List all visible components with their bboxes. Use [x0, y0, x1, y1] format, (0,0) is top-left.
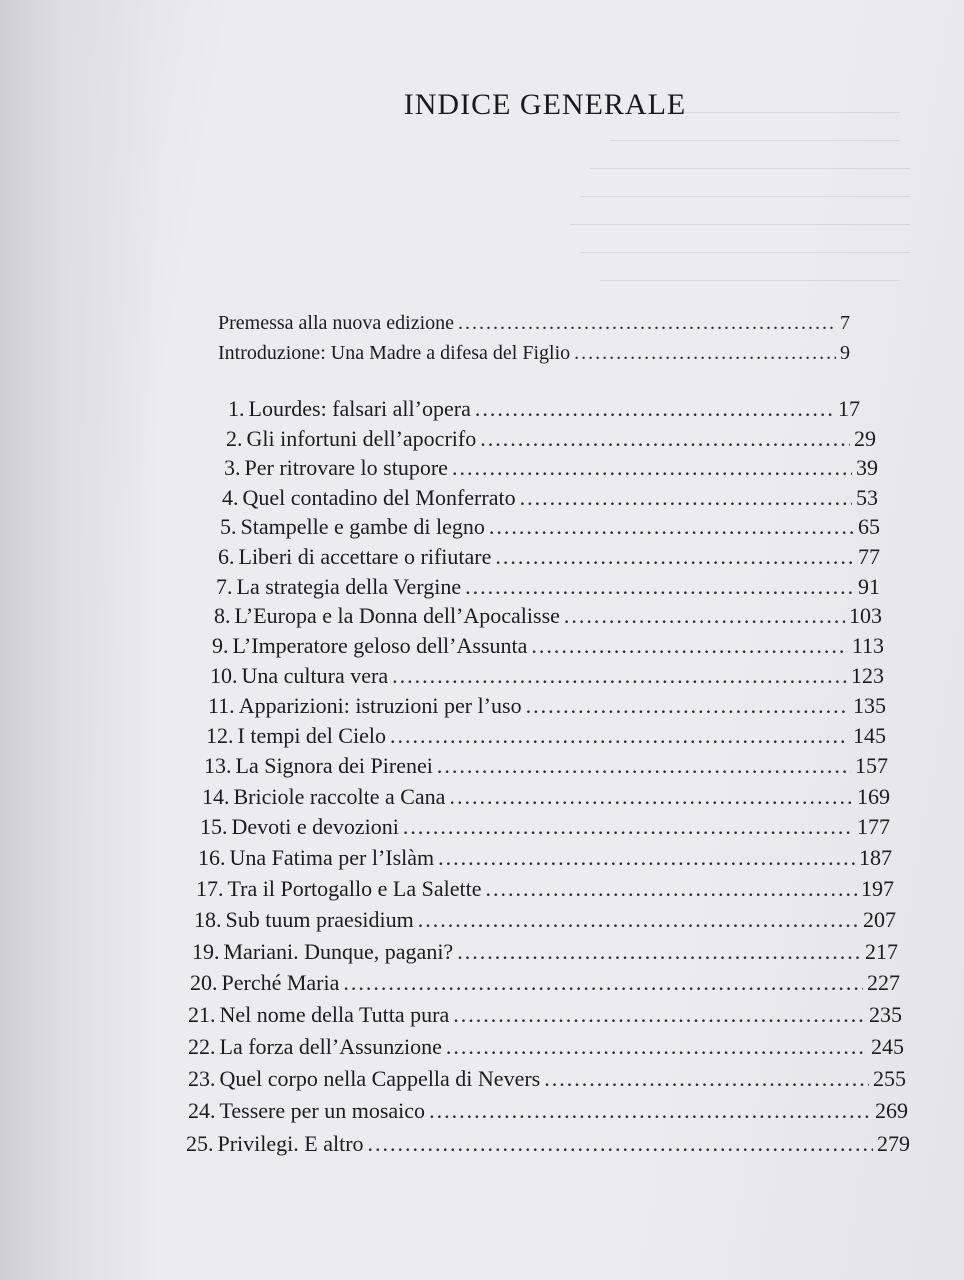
chapter-number: 11. [208, 693, 235, 718]
toc-chapter [190, 970, 900, 996]
dot-leader [418, 907, 859, 933]
chapter-number: 3. [224, 455, 241, 480]
toc-chapter [218, 544, 880, 570]
chapter-page: 245 [871, 1034, 904, 1059]
chapter-number: 9. [212, 633, 229, 658]
chapter-page: 39 [856, 455, 878, 480]
chapter-number: 25. [186, 1131, 214, 1156]
chapter-title: Devoti e devozioni [231, 814, 399, 839]
chapter-number: 20. [190, 970, 218, 995]
toc-chapter [198, 845, 892, 871]
chapter-page: 91 [858, 574, 880, 599]
chapter-title: Apparizioni: istruzioni per l’uso [238, 693, 522, 718]
chapter-title: Quel corpo nella Cappella di Nevers [219, 1066, 541, 1091]
chapter-title: Tra il Portogallo e La Salette [227, 876, 482, 901]
toc-entry-page: 7 [840, 312, 850, 334]
chapter-title: Una cultura vera [241, 663, 389, 688]
chapter-title: Briciole raccolte a Cana [233, 784, 446, 809]
toc-chapter [216, 574, 880, 600]
dot-leader [465, 574, 854, 600]
chapter-title: L’Europa e la Donna dell’Apocalisse [234, 603, 560, 628]
chapter-page: 279 [877, 1131, 910, 1156]
toc-chapter [214, 603, 882, 629]
toc-chapter [222, 485, 878, 511]
dot-leader [480, 426, 850, 452]
toc-chapter [200, 814, 890, 840]
dot-leader [531, 633, 847, 659]
chapter-page: 103 [849, 603, 882, 628]
chapter-number: 16. [198, 845, 226, 870]
chapter-page: 255 [873, 1066, 906, 1091]
chapter-title: Gli infortuni dell’apocrifo [246, 426, 477, 451]
dot-leader [390, 723, 849, 749]
dot-leader [343, 970, 863, 996]
toc-chapter [226, 426, 876, 452]
dot-leader [485, 876, 857, 902]
chapter-page: 65 [858, 514, 880, 539]
dot-leader [453, 1002, 865, 1028]
chapter-title: Liberi di accettare o rifiutare [238, 544, 492, 569]
chapter-page: 187 [859, 845, 892, 870]
dot-leader [368, 1131, 873, 1157]
dot-leader [429, 1098, 871, 1124]
toc-chapter [188, 1002, 902, 1028]
dot-leader [403, 814, 853, 840]
chapter-title: Tessere per un mosaico [219, 1098, 426, 1123]
chapter-number: 5. [220, 514, 237, 539]
chapter-page: 269 [875, 1098, 908, 1123]
chapter-page: 113 [851, 633, 884, 658]
chapter-number: 1. [228, 396, 245, 421]
chapter-number: 8. [214, 603, 231, 628]
page-title: INDICE GENERALE [403, 88, 687, 121]
toc-chapter [206, 723, 886, 749]
toc-entry-page: 9 [840, 342, 850, 364]
chapter-title: La forza dell’Assunzione [219, 1034, 442, 1059]
chapter-page: 197 [861, 876, 894, 901]
toc-chapter [224, 455, 878, 481]
dot-leader [574, 342, 836, 365]
chapter-title: Lourdes: falsari all’opera [248, 396, 471, 421]
chapter-number: 7. [216, 574, 233, 599]
chapter-page: 53 [856, 485, 878, 510]
toc-chapter [228, 396, 860, 422]
toc-chapter [186, 1131, 910, 1157]
toc-entry-label: Introduzione: Una Madre a difesa del Figlio [218, 342, 571, 364]
chapter-number: 23. [188, 1066, 216, 1091]
chapter-number: 12. [206, 723, 234, 748]
chapter-number: 2. [226, 426, 243, 451]
chapter-title: Nel nome della Tutta pura [219, 1002, 450, 1027]
dot-leader [449, 784, 853, 810]
chapter-title: Privilegi. E altro [217, 1131, 364, 1156]
dot-leader [544, 1066, 869, 1092]
chapter-title: Mariani. Dunque, pagani? [223, 939, 454, 964]
toc-chapter [188, 1098, 908, 1124]
toc-chapter [204, 753, 888, 779]
chapter-page: 217 [865, 939, 898, 964]
toc-chapter [188, 1034, 904, 1060]
chapter-page: 157 [855, 753, 888, 778]
chapter-title: Quel contadino del Monferrato [242, 485, 516, 510]
chapter-title: Stampelle e gambe di legno [240, 514, 485, 539]
dot-leader [446, 1034, 867, 1060]
chapter-page: 145 [853, 723, 886, 748]
dot-leader [475, 396, 834, 422]
toc-chapter [210, 663, 884, 689]
dot-leader [392, 663, 847, 689]
toc-entry-introduzione [218, 342, 850, 365]
chapter-page: 135 [853, 693, 886, 718]
chapter-number: 15. [200, 814, 228, 839]
dot-leader [452, 455, 852, 481]
chapter-page: 17 [838, 396, 860, 421]
chapter-number: 10. [210, 663, 238, 688]
dot-leader [520, 485, 852, 511]
toc-chapter [194, 907, 896, 933]
chapter-number: 22. [188, 1034, 216, 1059]
chapter-number: 6. [218, 544, 235, 569]
chapter-number: 14. [202, 784, 230, 809]
chapter-page: 227 [867, 970, 900, 995]
toc-chapter [220, 514, 880, 540]
chapter-title: Per ritrovare lo stupore [244, 455, 448, 480]
chapter-page: 235 [869, 1002, 902, 1027]
chapter-title: Perché Maria [221, 970, 340, 995]
chapter-number: 17. [196, 876, 224, 901]
dot-leader [489, 514, 854, 540]
chapter-number: 13. [204, 753, 232, 778]
toc-entry-premessa [218, 312, 850, 335]
chapter-title: Sub tuum praesidium [225, 907, 414, 932]
chapter-number: 21. [188, 1002, 216, 1027]
dot-leader [564, 603, 845, 629]
toc-chapter [188, 1066, 906, 1092]
dot-leader [457, 939, 861, 965]
toc-chapter [192, 939, 898, 965]
chapter-title: I tempi del Cielo [237, 723, 386, 748]
chapter-page: 29 [854, 426, 876, 451]
chapter-number: 24. [188, 1098, 216, 1123]
chapter-number: 4. [222, 485, 239, 510]
chapter-title: L’Imperatore geloso dell’Assunta [232, 633, 528, 658]
dot-leader [438, 845, 855, 871]
chapter-title: La Signora dei Pirenei [235, 753, 433, 778]
chapter-page: 169 [857, 784, 890, 809]
toc-chapter [196, 876, 894, 902]
dot-leader [495, 544, 854, 570]
dot-leader [437, 753, 851, 779]
dot-leader [458, 312, 836, 335]
toc-chapter [202, 784, 890, 810]
chapter-page: 177 [857, 814, 890, 839]
chapter-page: 123 [851, 663, 884, 688]
toc-chapter [208, 693, 886, 719]
chapter-page: 207 [863, 907, 896, 932]
dot-leader [526, 693, 849, 719]
toc-chapter [212, 633, 884, 659]
chapter-number: 19. [192, 939, 220, 964]
chapter-number: 18. [194, 907, 222, 932]
toc-entry-label: Premessa alla nuova edizione [218, 312, 455, 334]
chapter-page: 77 [858, 544, 880, 569]
chapter-title: Una Fatima per l’Islàm [229, 845, 435, 870]
chapter-title: La strategia della Vergine [236, 574, 462, 599]
